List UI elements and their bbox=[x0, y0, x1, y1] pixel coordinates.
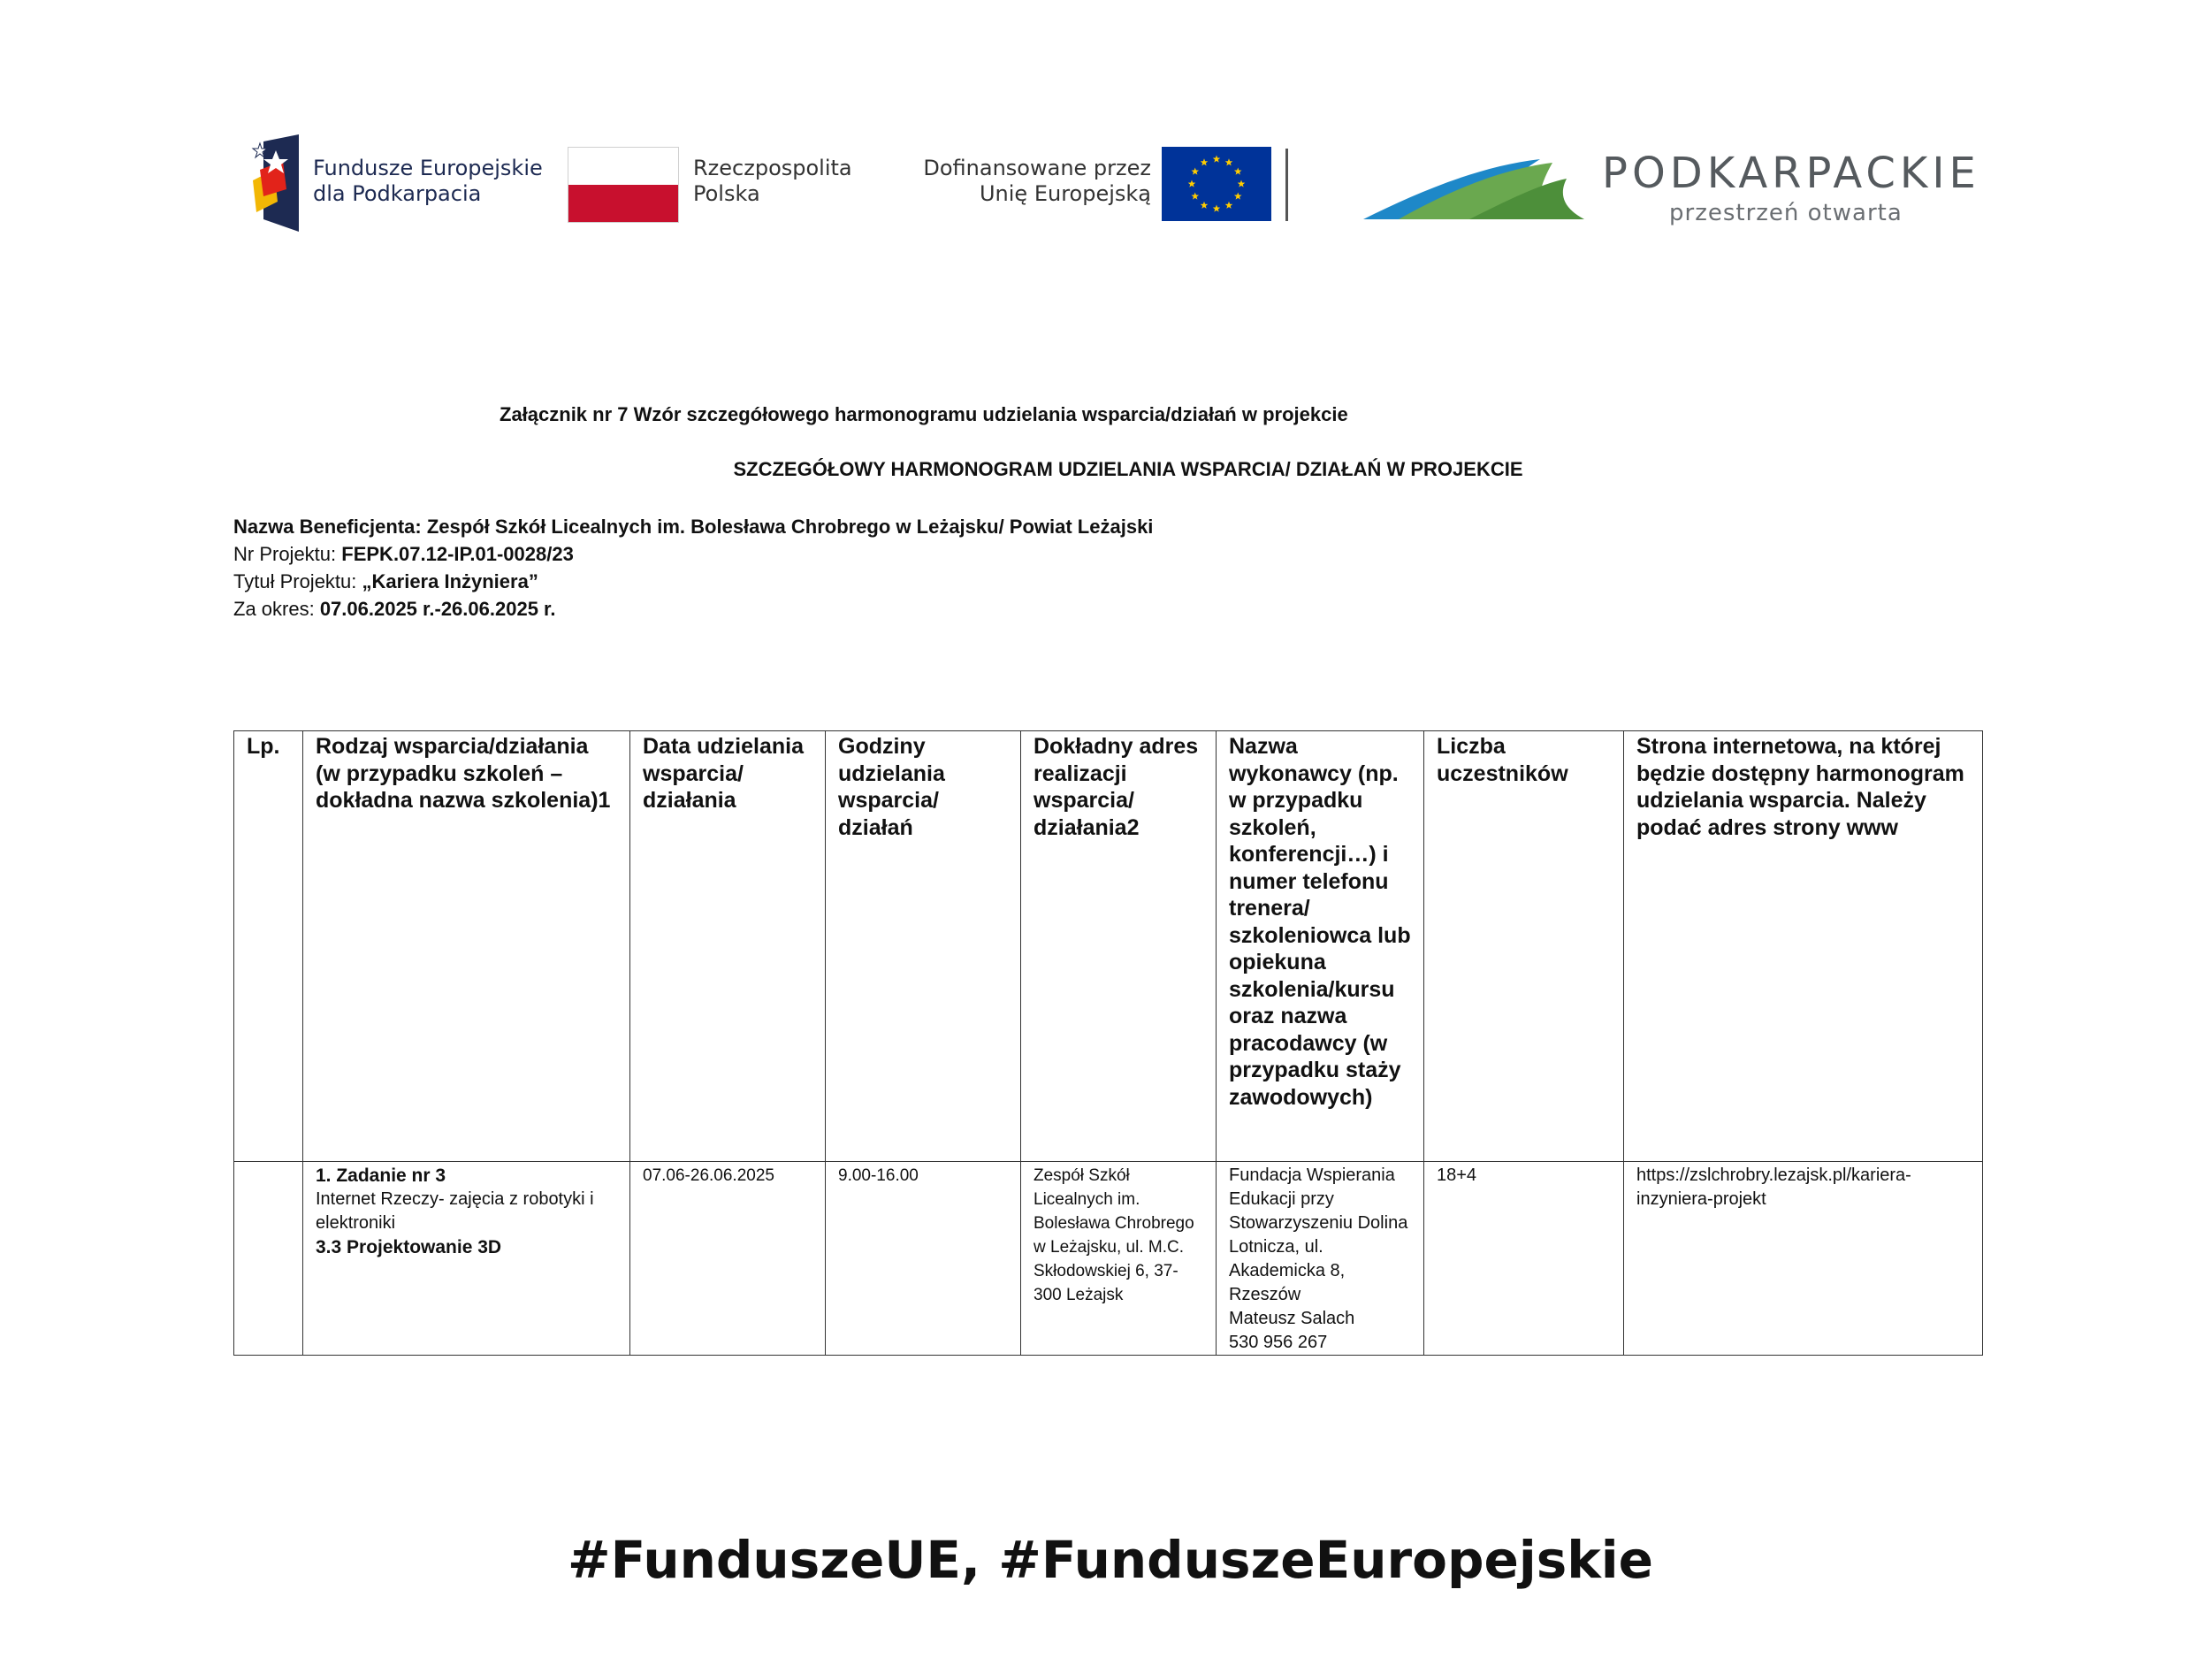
eu-logo-text bbox=[850, 156, 1151, 207]
col-header-lp: Lp. bbox=[234, 731, 303, 1162]
pl-line2: Polska bbox=[693, 181, 760, 206]
fe-line2: dla Podkarpacia bbox=[313, 181, 482, 206]
col-header-date: Data udzielania wsparcia/ działania bbox=[630, 731, 826, 1162]
period: 07.06.2025 r.-26.06.2025 r. bbox=[319, 598, 556, 620]
logo-strip bbox=[232, 122, 1998, 237]
cell-support-type bbox=[303, 1162, 630, 1356]
cell-lp bbox=[234, 1162, 303, 1356]
logo-divider bbox=[1285, 149, 1288, 221]
project-meta bbox=[233, 513, 1153, 623]
podkarpackie-hills-mark bbox=[1363, 140, 1593, 225]
project-title-label: Tytuł Projektu: bbox=[233, 570, 362, 592]
module-name: 3.3 Projektowanie 3D bbox=[316, 1237, 502, 1257]
col-header-address: Dokładny adres realizacji wsparcia/ działania2 bbox=[1021, 731, 1217, 1162]
contractor-phone: 530 956 267 bbox=[1229, 1333, 1328, 1352]
col-header-support-type: Rodzaj wsparcia/działania (w przypadku szkoleń – dokładna nazwa szkolenia)1 bbox=[303, 731, 630, 1162]
cell-contractor bbox=[1217, 1162, 1424, 1356]
podkarpackie-subtitle: przestrzeń otwarta bbox=[1669, 200, 1903, 226]
cell-address: Zespół Szkół Licealnych im. Bolesława Chrobrego w Leżajsku, ul. M.C. Skłodowskiej 6, 37-300 Leżajsk bbox=[1021, 1162, 1217, 1356]
contractor-org: Fundacja Wspierania Edukacji przy Stowarzyszeniu Dolina Lotnicza, ul. Akademicka 8, Rzeszów bbox=[1229, 1165, 1408, 1304]
task-name: 1. Zadanie nr 3 bbox=[316, 1165, 446, 1186]
pl-line1: Rzeczpospolita bbox=[693, 156, 852, 180]
contractor-person: Mateusz Salach bbox=[1229, 1309, 1355, 1328]
col-header-contractor: Nazwa wykonawcy (np. w przypadku szkoleń, konferencji…) i numer telefonu trenera/ szkoleniowca lub opiekuna szkolenia/kursu oraz nazwa pracodawcy (w przypadku staży zawodowych) bbox=[1217, 731, 1424, 1162]
project-title: „Kariera Inżyniera” bbox=[362, 570, 538, 592]
poland-flag bbox=[568, 147, 679, 223]
cell-website: https://zslchrobry.lezajsk.pl/kariera-inzyniera-projekt bbox=[1624, 1162, 1983, 1356]
cell-hours: 9.00-16.00 bbox=[826, 1162, 1021, 1356]
attachment-caption: Załącznik nr 7 Wzór szczegółowego harmonogramu udzielania wsparcia/działań w projekcie bbox=[500, 403, 1348, 425]
project-no: FEPK.07.12-IP.01-0028/23 bbox=[341, 543, 574, 565]
col-header-participants: Liczba uczestników bbox=[1424, 731, 1624, 1162]
podkarpackie-title: PODKARPACKIE bbox=[1602, 149, 1980, 198]
hashtags: #FunduszeUE, #FunduszeEuropejskie bbox=[567, 1530, 1654, 1590]
eu-line2: Unię Europejską bbox=[979, 181, 1151, 206]
fe-logo-text bbox=[313, 156, 543, 207]
activity-name: Internet Rzeczy- zajęcia z robotyki i elektroniki bbox=[316, 1189, 594, 1233]
eu-flag bbox=[1162, 147, 1271, 221]
period-label: Za okres: bbox=[233, 598, 320, 620]
beneficiary: Nazwa Beneficjenta: Zespół Szkół Licealnych im. Bolesława Chrobrego w Leżajsku/ Powiat Leżajski bbox=[233, 516, 1154, 538]
col-header-hours: Godziny udzielania wsparcia/ działań bbox=[826, 731, 1021, 1162]
project-no-label: Nr Projektu: bbox=[233, 543, 342, 565]
cell-date: 07.06-26.06.2025 bbox=[630, 1162, 826, 1356]
table-header-row bbox=[234, 731, 1983, 1162]
table-row bbox=[234, 1162, 1983, 1356]
pl-logo-text bbox=[693, 156, 852, 207]
document-title: SZCZEGÓŁOWY HARMONOGRAM UDZIELANIA WSPARCIA/ DZIAŁAŃ W PROJEKCIE bbox=[733, 458, 1523, 480]
col-header-website: Strona internetowa, na której będzie dostępny harmonogram udzielania wsparcia. Należy podać adres strony www bbox=[1624, 731, 1983, 1162]
eu-line1: Dofinansowane przez bbox=[923, 156, 1151, 180]
fundusze-europejskie-emblem bbox=[248, 134, 306, 232]
schedule-table bbox=[233, 730, 1983, 1356]
cell-participants: 18+4 bbox=[1424, 1162, 1624, 1356]
fe-line1: Fundusze Europejskie bbox=[313, 156, 543, 180]
